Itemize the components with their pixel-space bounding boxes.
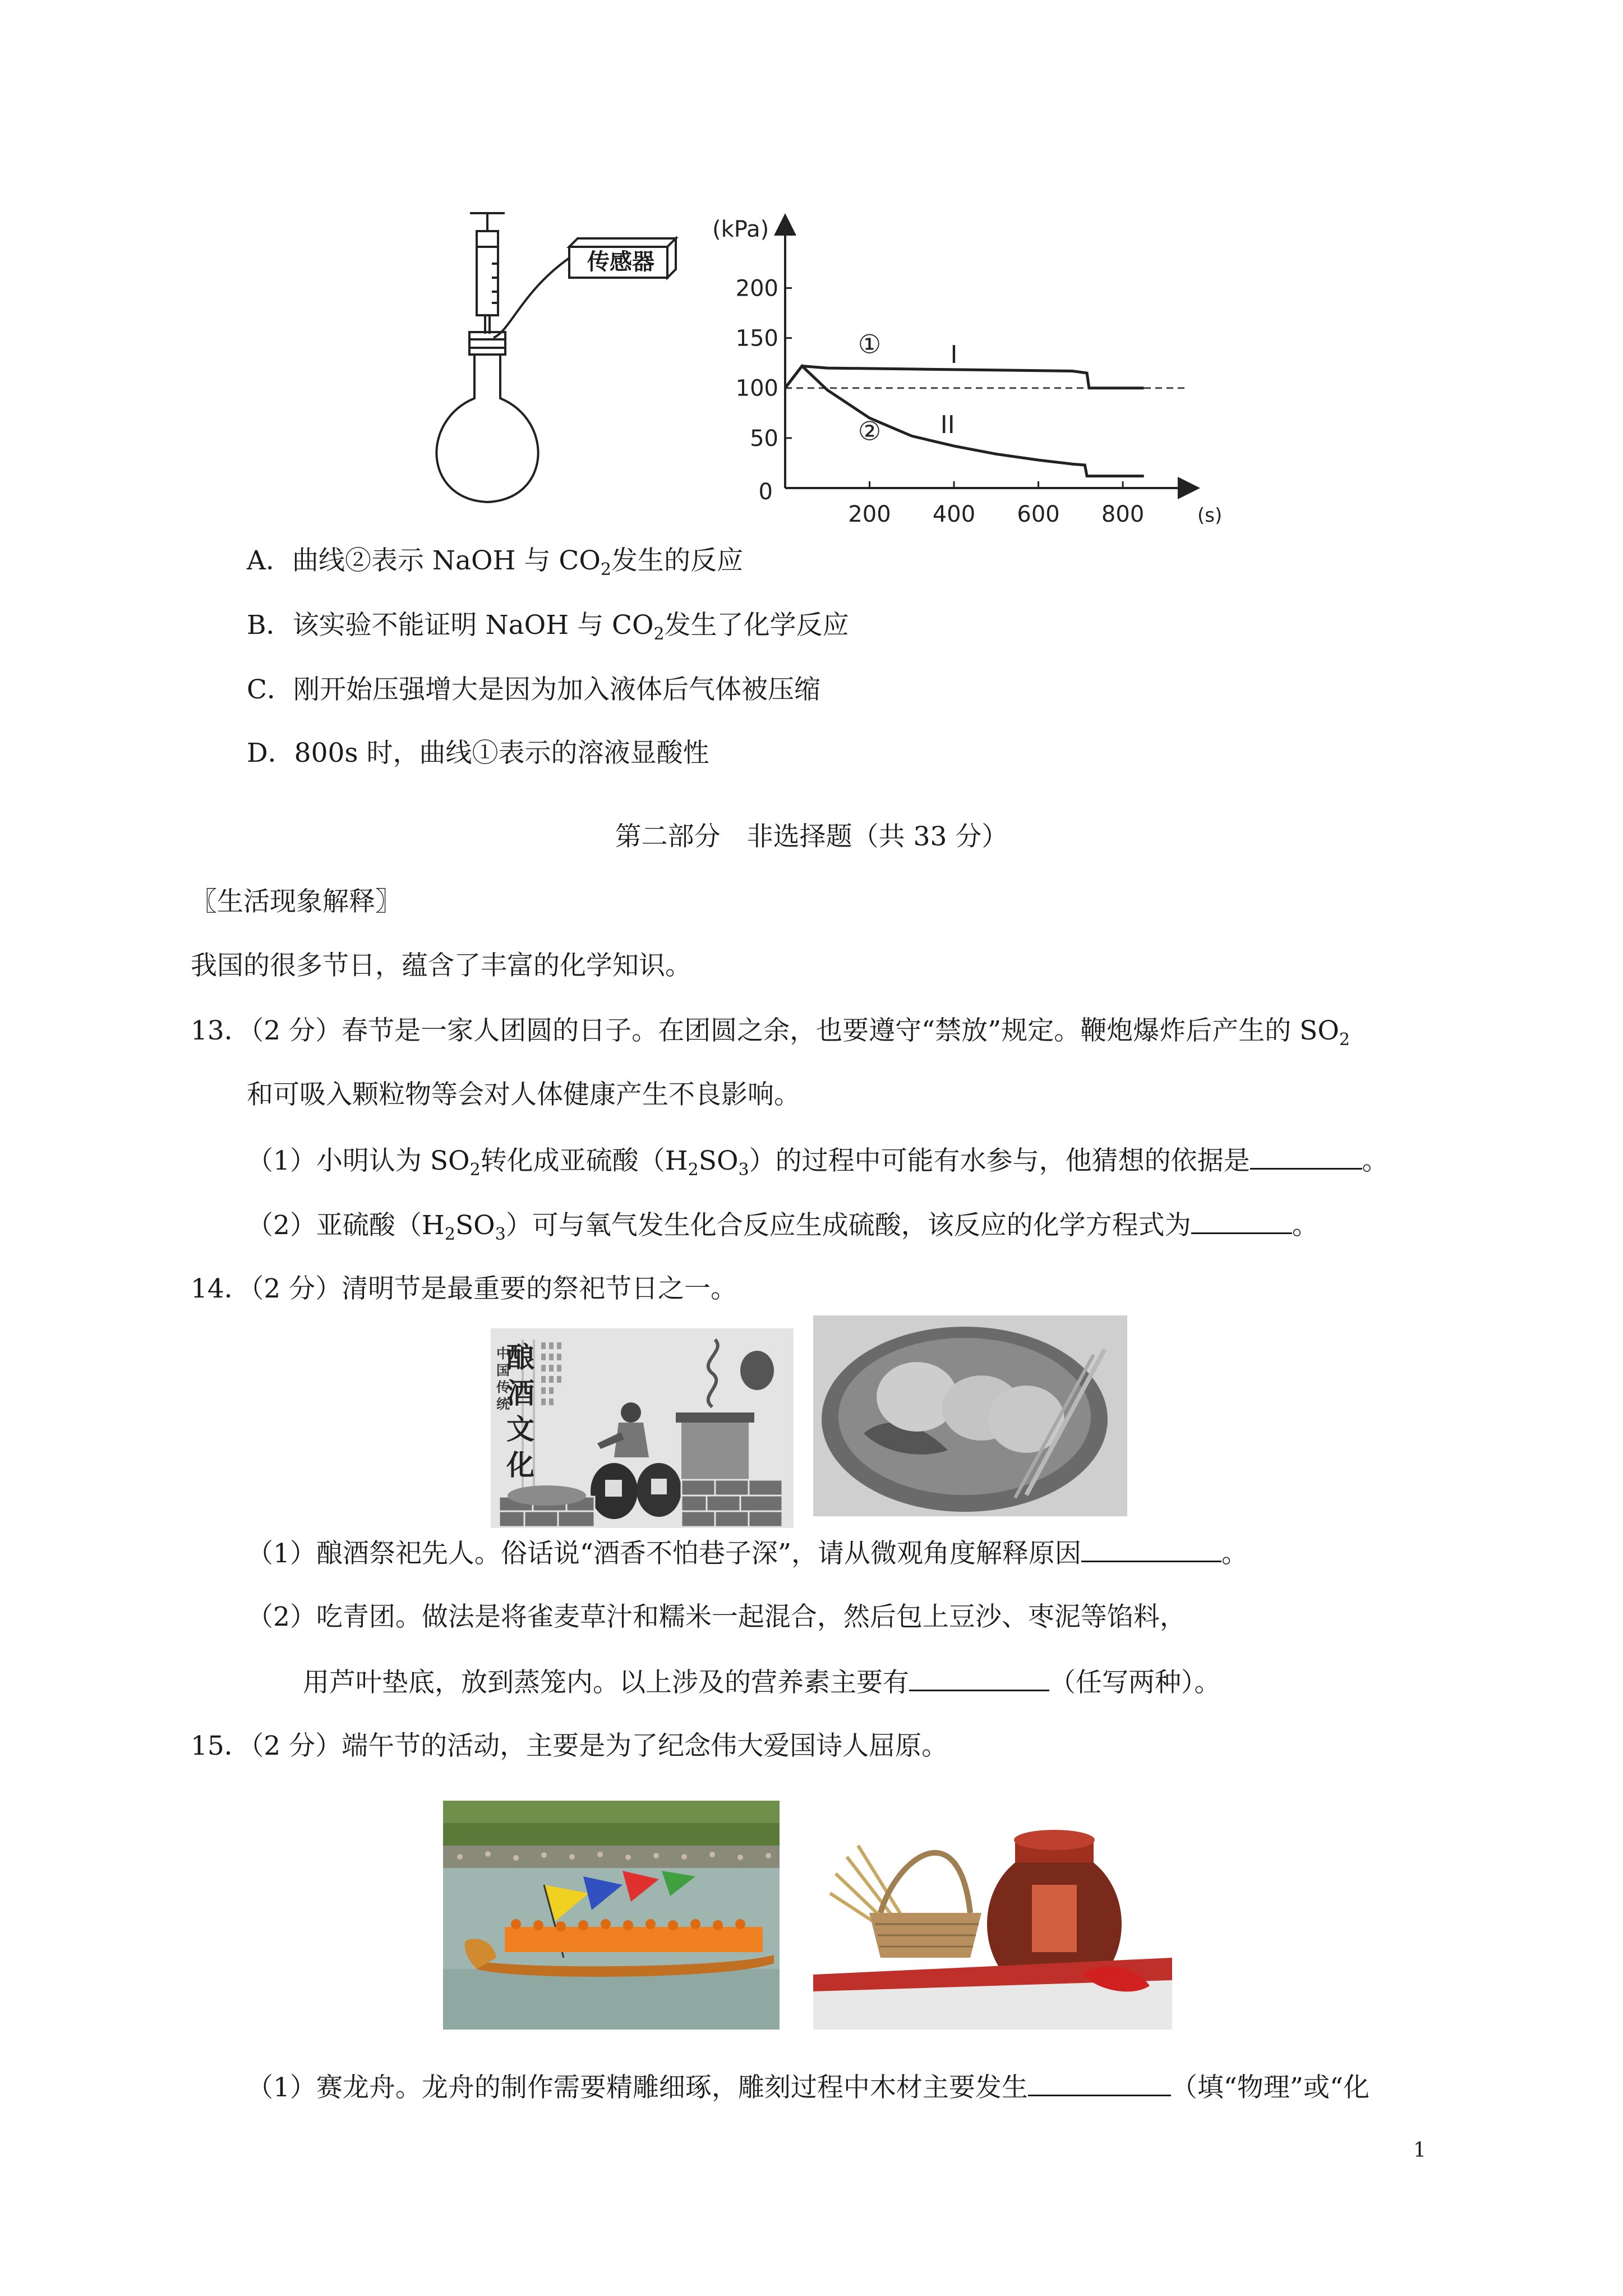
q14-part2-line1: （2）吃青团。做法是将雀麦草汁和糯米一起混合，然后包上豆沙、枣泥等馅料， [247,1602,1186,1632]
section-title: 第二部分 非选择题（共 33 分） [615,821,1008,852]
q14-part1-answer-blank[interactable] [1081,1536,1221,1562]
x-tick-label: 200 [848,501,891,527]
q13-part2: （2）亚硫酸$(H_2SO_3)$可与氧气发生化合反应生成硫酸，该反应的化学方程式为 。 [247,1208,1318,1243]
y-tick-label: 0 [758,479,773,505]
qingtuan-image [813,1315,1127,1516]
section-intro: 我国的很多节日，蕴含了丰富的化学知识。 [191,950,691,981]
q13-part1: （1）小明认为 $SO_2$转化成亚硫酸$(H_2SO_3)$的过程中可能有水参与，他猜想的依据是 。 [247,1143,1389,1178]
y-tick-label: 50 [750,425,778,452]
sensor-label: 传感器 [587,249,654,275]
section-category: 〖生活现象解释〗 [191,886,402,917]
apparatus-diagram [437,208,695,510]
series-marker-1: ① [857,329,882,360]
y-axis-label: (kPa) [712,217,769,242]
q14-part2-answer-blank[interactable] [909,1665,1049,1691]
q13-line2: 和可吸入颗粒物等会对人体健康产生不良影响。 [247,1079,800,1110]
y-tick-label: 100 [735,375,778,402]
y-tick-label: 200 [735,275,778,302]
q15-part1: （1）赛龙舟。龙舟的制作需要精雕细琢，雕刻过程中木材主要发生 （填“物理”或“化 [247,2070,1370,2105]
x-axis-label: (s) [1197,504,1223,527]
winemaking-side-caption: 中国传统 [496,1345,510,1412]
q14-part2-line2: 用芦叶垫底，放到蒸笼内。以上涉及的营养素主要有 （任写两种）。 [303,1665,1221,1700]
series-line-I [785,366,1144,388]
dragon-boat-image [443,1801,780,2030]
q15-line1: 15．（2 分）端午节的活动，主要是为了纪念伟大爱国诗人屈原。 [191,1731,948,1761]
series-marker-2: ② [857,416,882,447]
winemaking-title: 酿酒文化 [506,1341,534,1481]
series-name-I: I [950,341,958,370]
winemaking-image [491,1328,794,1528]
q13-part1-answer-blank[interactable] [1250,1143,1362,1170]
x-tick-label: 800 [1101,501,1145,527]
q14-line1: 14．（2 分）清明节是最重要的祭祀节日之一。 [191,1273,737,1304]
q14-part1: （1）酿酒祭祀先人。俗话说“酒香不怕巷子深”，请从微观角度解释原因 。 [247,1536,1248,1571]
x-tick-label: 400 [932,501,976,527]
option-a[interactable]: A．曲线②表示 NaOH 与 $CO_2$发生的反应 [247,545,744,579]
q15-part1-answer-blank[interactable] [1028,2070,1171,2096]
pressure-chart [712,213,1223,527]
q13-part2-answer-blank[interactable] [1191,1208,1292,1234]
y-tick-label: 150 [735,325,778,352]
q13-line1: 13．（2 分）春节是一家人团圆的日子。在团圆之余，也要遵守“禁放”规定。鞭炮爆炸后产生的 $SO_2$ [191,1015,1350,1050]
option-b[interactable]: B．该实验不能证明 NaOH 与 $CO_2$发生了化学反应 [247,610,849,644]
option-d[interactable]: D．800s 时，曲线①表示的溶液显酸性 [247,738,709,769]
series-line-II [785,366,1144,476]
x-tick-label: 600 [1017,501,1060,527]
option-c[interactable]: C．刚开始压强增大是因为加入液体后气体被压缩 [247,674,820,705]
realgar-wine-image [813,1789,1172,2030]
page-number: 1 [1413,2139,1426,2162]
series-name-II: II [940,410,955,439]
